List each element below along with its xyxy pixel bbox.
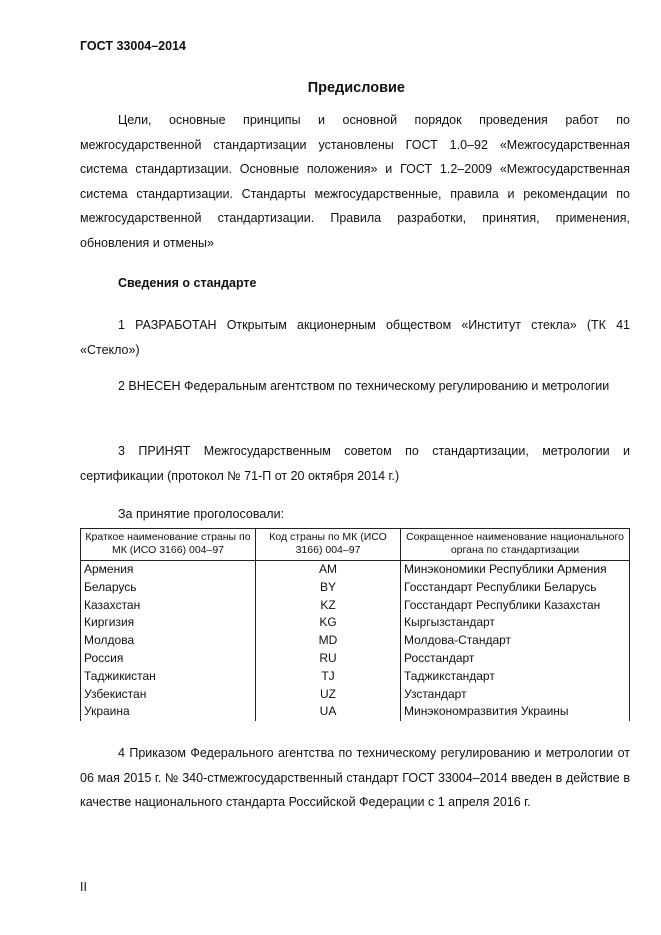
- code-cell: MD: [256, 632, 401, 650]
- table-row: [81, 579, 630, 597]
- table-row: [81, 632, 630, 650]
- country-cell: Армения: [81, 561, 256, 579]
- code-cell: RU: [256, 650, 401, 668]
- country-cell: Беларусь: [81, 579, 256, 597]
- body-cell: Минэкономразвития Украины: [401, 703, 630, 721]
- country-cell: Казахстан: [81, 597, 256, 615]
- table-row: [81, 686, 630, 704]
- body-cell: Госстандарт Республики Беларусь: [401, 579, 630, 597]
- body-cell: Узстандарт: [401, 686, 630, 704]
- body-cell: Таджикстандарт: [401, 668, 630, 686]
- country-cell: Таджикистан: [81, 668, 256, 686]
- code-cell: UZ: [256, 686, 401, 704]
- country-cell: Киргизия: [81, 614, 256, 632]
- table-header-row: [81, 529, 630, 561]
- body-cell: Росстандарт: [401, 650, 630, 668]
- vote-caption: За принятие проголосовали:: [118, 507, 285, 521]
- code-cell: UA: [256, 703, 401, 721]
- item-enacted: 4 Приказом Федерального агентства по техническому регулированию и метрологии от 06 мая 2015 г. № 340-стмежгосударственный стандарт ГОСТ 33004–2014 введен в действие в качестве национального стандарта Российской Федерации с 1 апреля 2016 г.: [80, 746, 630, 809]
- code-cell: KG: [256, 614, 401, 632]
- code-cell: BY: [256, 579, 401, 597]
- votes-table: [80, 528, 630, 721]
- country-cell: Узбекистан: [81, 686, 256, 704]
- item-developed: 1 РАЗРАБОТАН Открытым акционерным обществом «Институт стекла» (ТК 41 «Стекло»): [80, 318, 630, 357]
- country-cell: Украина: [81, 703, 256, 721]
- table-row: [81, 703, 630, 721]
- column-header-country: Краткое наименование страны по МК (ИСО 3166) 004–97: [81, 529, 256, 561]
- code-cell: AM: [256, 561, 401, 579]
- body-cell: Кыргызстандарт: [401, 614, 630, 632]
- country-cell: Россия: [81, 650, 256, 668]
- body-cell: Минэкономики Республики Армения: [401, 561, 630, 579]
- country-cell: Молдова: [81, 632, 256, 650]
- column-header-body: Сокращенное наименование национального органа по стандартизации: [401, 529, 630, 561]
- page-number: II: [80, 880, 87, 894]
- body-cell: Молдова-Стандарт: [401, 632, 630, 650]
- table-row: [81, 614, 630, 632]
- table-row: [81, 650, 630, 668]
- table-row: [81, 597, 630, 615]
- body-cell: Госстандарт Республики Казахстан: [401, 597, 630, 615]
- item-introduced: 2 ВНЕСЕН Федеральным агентством по техническому регулированию и метрологии: [118, 379, 610, 393]
- table-row: [81, 668, 630, 686]
- section-heading: Сведения о стандарте: [118, 276, 257, 290]
- page-title: Предисловие: [307, 80, 405, 96]
- document-code: ГОСТ 33004–2014: [80, 39, 186, 53]
- table-row: [81, 561, 630, 579]
- code-cell: TJ: [256, 668, 401, 686]
- code-cell: KZ: [256, 597, 401, 615]
- item-adopted: 3 ПРИНЯТ Межгосударственным советом по стандартизации, метрологии и сертификации (протокол № 71-П от 20 октября 2014 г.): [80, 444, 630, 483]
- column-header-code: Код страны по МК (ИСО 3166) 004–97: [256, 529, 401, 561]
- preface-paragraph: Цели, основные принципы и основной порядок проведения работ по межгосударственной стандартизации установлены ГОСТ 1.0–92 «Межгосударственная система стандартизации. Основные положения» и ГОСТ 1.2–2009 «Межгосударственная система стандартизации. Стандарты межгосударственные, правила и рекомендации по межгосударственной стандартизации. Правила разработки, принятия, применения, обновления и отмены»: [80, 113, 630, 250]
